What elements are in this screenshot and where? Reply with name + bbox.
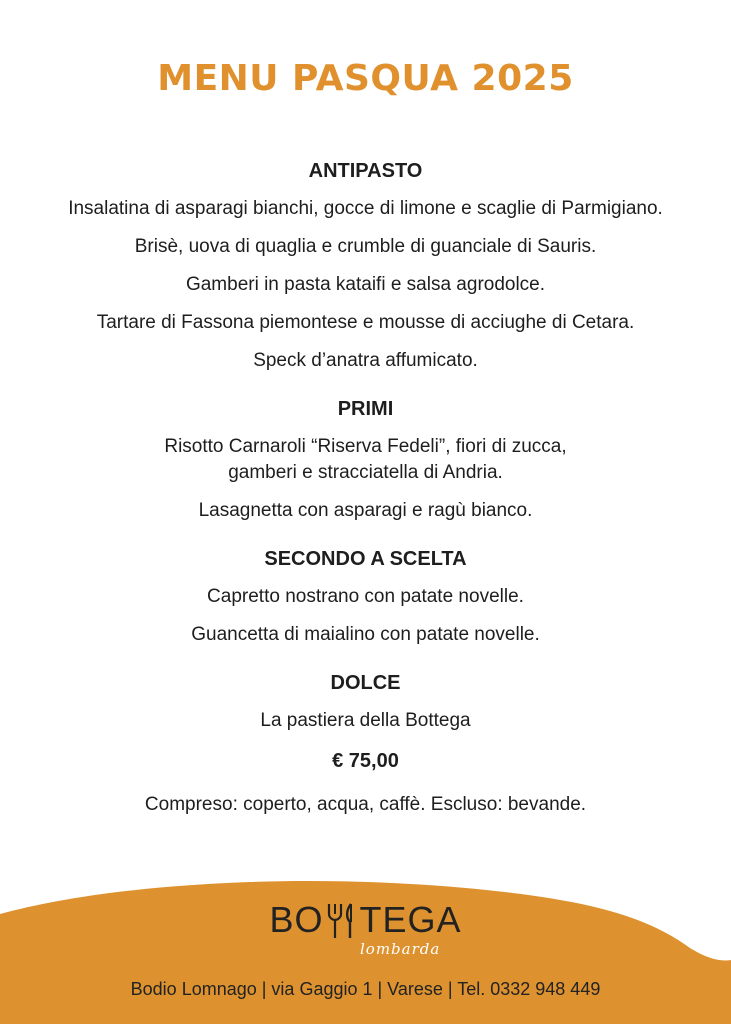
section-dolce <box>0 670 731 734</box>
menu-note: Compreso: coperto, acqua, caffè. Escluso: bevande. <box>144 794 587 815</box>
dish-item: Speck d’anatra affumicato. <box>253 350 478 371</box>
bottega-logo <box>0 899 731 958</box>
menu-price: € 75,00 <box>332 750 399 772</box>
dish-item: La pastiera della Bottega <box>260 710 471 731</box>
dish-item: Tartare di Fassona piemontese e mousse di acciughe di Cetara. <box>96 312 635 333</box>
logo-subtitle: lombarda <box>360 940 441 958</box>
dish-item: Gamberi in pasta kataifi e salsa agrodolce. <box>185 274 546 295</box>
section-heading-antipasto: ANTIPASTO <box>308 160 423 182</box>
section-antipasto <box>0 158 731 374</box>
footer-address: Bodio Lomnago | via Gaggio 1 | Varese | Tel. 0332 948 449 <box>130 979 601 999</box>
dish-item: Risotto Carnaroli “Riserva Fedeli”, fiori di zucca, <box>164 436 567 457</box>
section-secondo <box>0 546 731 648</box>
menu-content <box>0 158 731 818</box>
fork-knife-icon <box>324 900 360 940</box>
section-primi <box>0 396 731 524</box>
section-heading-secondo: SECONDO A SCELTA <box>264 548 467 570</box>
dish-item: Guancetta di maialino con patate novelle. <box>191 624 540 645</box>
logo-text-right: TEGA <box>359 899 462 940</box>
dish-item: gamberi e stracciatella di Andria. <box>228 462 503 483</box>
section-heading-dolce: DOLCE <box>330 672 401 694</box>
dish-item: Capretto nostrano con patate novelle. <box>207 586 524 607</box>
dish-item: Brisè, uova di quaglia e crumble di guanciale di Sauris. <box>134 236 597 257</box>
section-heading-primi: PRIMI <box>337 398 394 420</box>
dish-item: Lasagnetta con asparagi e ragù bianco. <box>198 500 533 521</box>
logo-text-left: BO <box>269 899 324 940</box>
menu-title: MENU PASQUA 2025 <box>157 58 574 99</box>
dish-item: Insalatina di asparagi bianchi, gocce di limone e scaglie di Parmigiano. <box>68 198 663 219</box>
